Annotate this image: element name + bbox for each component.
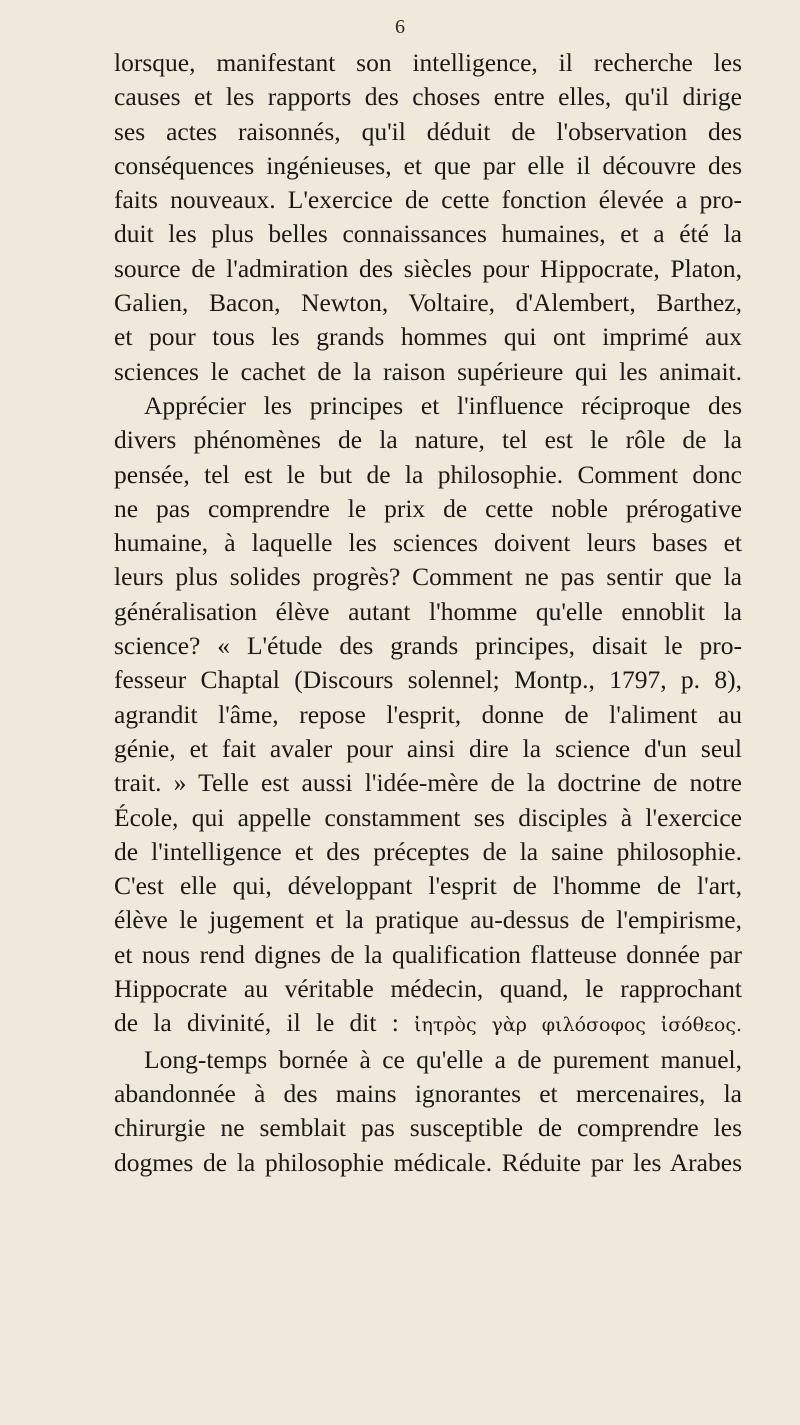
text-line: et pour tous les grands hommes qui ont imprimé aux <box>114 322 742 352</box>
text-line: abandonnée à des mains ignorantes et mercenaires, la <box>114 1078 742 1108</box>
text-line: École, qui appelle constamment ses disciples à l'exercice <box>114 802 742 832</box>
text-line: humaine, à laquelle les sciences doivent leurs bases et <box>114 528 742 558</box>
text-line: conséquences ingénieuses, et que par elle il découvre des <box>114 150 742 180</box>
body-text <box>114 46 742 1180</box>
text-fragment: de la divinité, il le dit : <box>114 1008 399 1038</box>
text-line: trait. » Telle est aussi l'idée-mère de la doctrine de notre <box>114 768 742 798</box>
text-line: lorsque, manifestant son intelligence, il recherche les <box>114 48 742 77</box>
text-line: Hippocrate au véritable médecin, quand, le rapprochant <box>114 974 742 1004</box>
text-line: C'est elle qui, développant l'esprit de l'homme de l'art, <box>114 871 742 901</box>
text-line: faits nouveaux. L'exercice de cette fonction élevée a pro- <box>114 185 742 215</box>
text-line: science? « L'étude des grands principes, disait le pro- <box>114 631 742 661</box>
text-line: divers phénomènes de la nature, tel est le rôle de la <box>114 425 742 455</box>
greek-quote: ἰητρὸς γὰρ φιλόσοφος ἰσόθεος. <box>414 1014 743 1037</box>
text-line-with-greek-quote <box>114 1006 742 1042</box>
text-line: source de l'admiration des siècles pour Hippocrate, Platon, <box>114 253 742 283</box>
text-line: causes et les rapports des choses entre elles, qu'il dirige <box>114 82 742 112</box>
paragraph-start-line: Apprécier les principes et l'influence réciproque des <box>144 390 742 420</box>
text-line: dogmes de la philosophie médicale. Réduite par les Arabes <box>114 1147 742 1177</box>
text-line: leurs plus solides progrès? Comment ne pas sentir que la <box>114 562 742 592</box>
text-line: Galien, Bacon, Newton, Voltaire, d'Alembert, Barthez, <box>114 288 742 318</box>
text-line: ne pas comprendre le prix de cette noble prérogative <box>114 493 742 523</box>
text-line: généralisation élève autant l'homme qu'elle ennoblit la <box>114 596 742 626</box>
text-line: ses actes raisonnés, qu'il déduit de l'observation des <box>114 116 742 146</box>
text-line: sciences le cachet de la raison supérieure qui les animait. <box>114 356 742 386</box>
text-line: agrandit l'âme, repose l'esprit, donne de l'aliment au <box>114 699 742 729</box>
text-line: de l'intelligence et des préceptes de la saine philosophie. <box>114 836 742 866</box>
paragraph-start-line: Long-temps bornée à ce qu'elle a de purement manuel, <box>144 1044 742 1074</box>
text-line: élève le jugement et la pratique au-dessus de l'empirisme, <box>114 905 742 935</box>
text-line: génie, et fait avaler pour ainsi dire la science d'un seul <box>114 733 742 763</box>
text-line: pensée, tel est le but de la philosophie. Comment donc <box>114 459 742 489</box>
text-line: chirurgie ne semblait pas susceptible de comprendre les <box>114 1113 742 1143</box>
text-line: et nous rend dignes de la qualification flatteuse donnée par <box>114 939 742 969</box>
text-line: fesseur Chaptal (Discours solennel; Montp., 1797, p. 8), <box>114 665 742 695</box>
text-line: duit les plus belles connaissances humaines, et a été la <box>114 219 742 249</box>
page-number: 6 <box>395 16 405 38</box>
